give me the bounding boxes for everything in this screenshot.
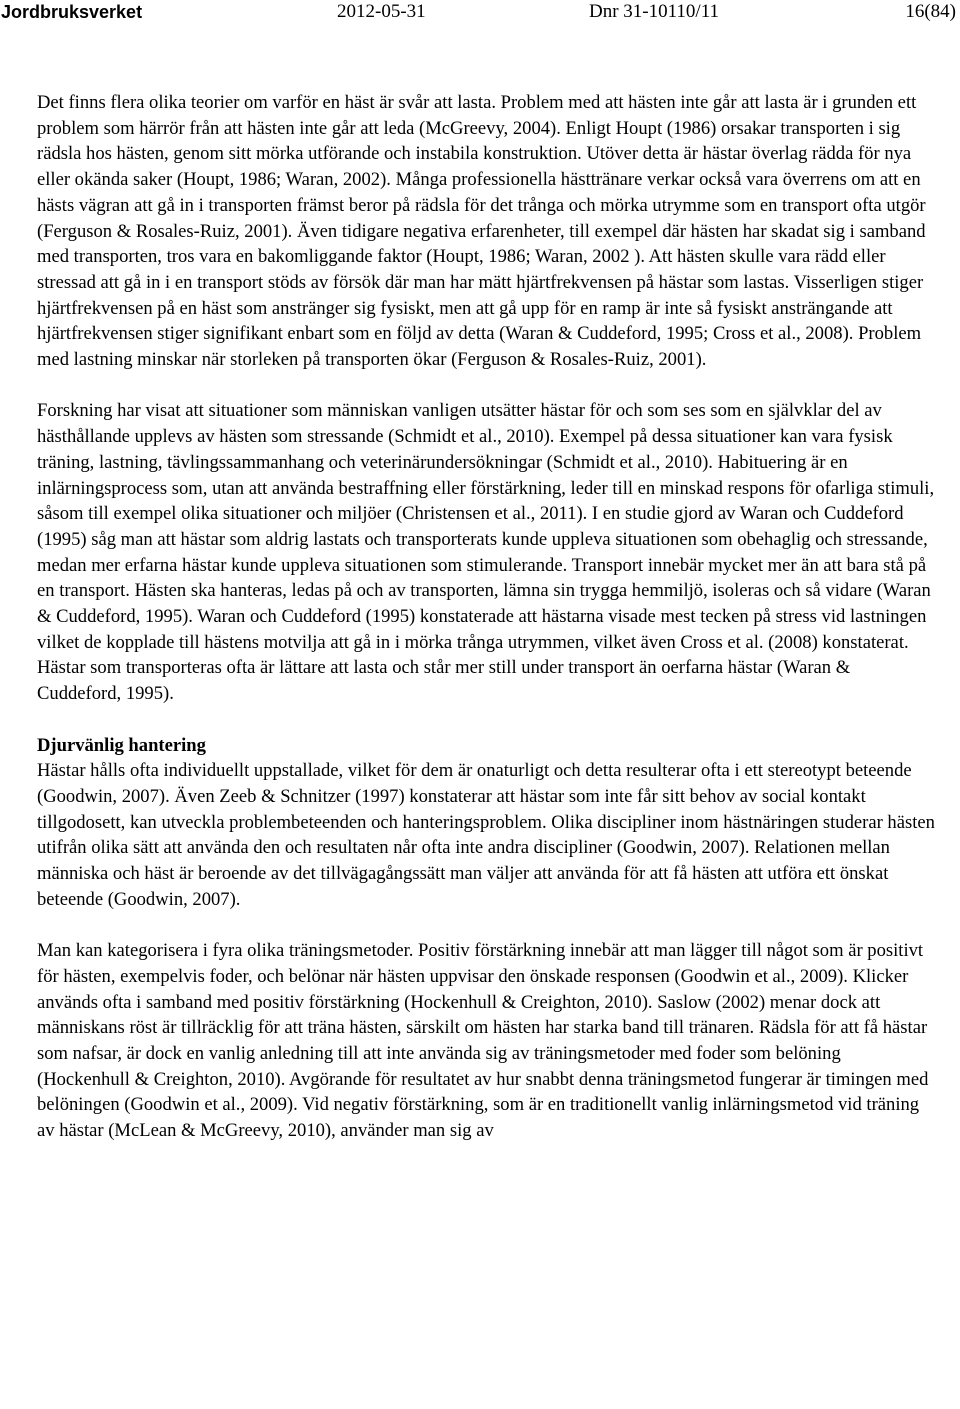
document-date: 2012-05-31: [337, 1, 426, 22]
page-number: 16(84): [905, 1, 956, 22]
section-heading: Djurvänlig hantering: [37, 734, 206, 756]
page-header: [0, 0, 960, 30]
document-number: Dnr 31-10110/11: [589, 1, 719, 22]
organization-name: Jordbruksverket: [1, 2, 143, 22]
paragraph-training-methods: Man kan kategorisera i fyra olika träningsmetoder. Positiv förstärkning innebär att man lägger till något som är positivt för hästen, exempelvis foder, och belönar när hästen uppvisar den önskade responsen (Goodwin et al., 2009). Klicker används ofta i samband med positiv förstärkning (Hockenhull & Creighton, 2010). Saslow (2002) menar dock att människans röst är tillräcklig för att träna hästen, särskilt om hästen har starka band till tränaren. Rädsla för att få hästar som nafsar, är dock en vanlig anledning till att inte använda sig av träningsmetoder med foder som belöning (Hockenhull & Creighton, 2010). Avgörande för resultatet av hur snabbt denna träningsmetod fungerar är timingen med belöningen (Goodwin et al., 2009). Vid negativ förstärkning, som är en traditionellt vanlig inlärningsmetod vid träning av hästar (McLean & McGreevy, 2010), använder man sig av: [37, 940, 929, 1142]
paragraph-loading-theories: Det finns flera olika teorier om varför en häst är svår att lasta. Problem med att hästen inte går att lasta är i grunden ett problem som härrör från att hästen inte går att leda (McGreevy, 2004). Enligt Houpt (1986) orsakar transporten i sig rädsla hos hästen, genom sitt mörka utförande och instabila konstruktion. Utöver detta är hästar överlag rädda för nya eller okända saker (Houpt, 1986; Waran, 2002). Många professionella hästtränare verkar också vara överrens om att en hästs vägran att gå in i transporten främst beror på rädsla för det trånga och mörka utrymme som en transport ofta utgör (Ferguson & Rosales-Ruiz, 2001). Även tidigare negativa erfarenheter, till exempel där hästen har skadat sig i samband med transporten, tros vara en bakomliggande faktor (Houpt, 1986; Waran, 2002 ). Att hästen skulle vara rädd eller stressad att gå in i en transport stöds av försök där man har mätt hjärtfrekvensen på hästar som lastas. Visserligen stiger hjärtfrekvensen på en häst som anstränger sig fysiskt, men att gå upp för en ramp är inte så fysiskt ansträngande att hjärtfrekvensen stiger signifikant enbart som en följd av detta (Waran & Cuddeford, 1995; Cross et al., 2008). Problem med lastning minskar när storleken på transporten ökar (Ferguson & Rosales-Ruiz, 2001).: [37, 92, 926, 371]
document-body: [37, 90, 937, 1144]
paragraph-animal-handling: Hästar hålls ofta individuellt uppstallade, vilket för dem är onaturligt och detta resulterar ofta i ett stereotypt beteende (Goodwin, 2007). Även Zeeb & Schnitzer (1997) konstaterar att hästar som inte får sitt behov av social kontakt tillgodosett, kan utveckla problembeteenden och hanteringsproblem. Olika discipliner inom hästnäringen studerar hästen utifrån olika sätt att använda den och resultaten når ofta inte andra discipliner (Goodwin, 2007). Relationen mellan människa och häst är beroende av det tillvägagångssätt man väljer att använda för att få hästen att utföra ett önskat beteende (Goodwin, 2007).: [37, 760, 935, 910]
paragraph-stress-research: Forskning har visat att situationer som människan vanligen utsätter hästar för och som ses som en självklar del av hästhållande upplevs av hästen som stressande (Schmidt et al., 2010). Exempel på dessa situationer kan vara fysisk träning, lastning, tävlingssammanhang och veterinärundersökningar (Schmidt et al., 2010). Habituering är en inlärningsprocess som, utan att använda bestraffning eller förstärkning, leder till en minskad respons för ofarliga stimuli, såsom till exempel olika situationer och miljöer (Christensen et al., 2011). I en studie gjord av Waran och Cuddeford (1995) såg man att hästar som aldrig lastats och transporterats kunde uppleva situationen som obehaglig och stressande, medan mer erfarna hästar kunde uppleva situationen som stimulerande. Transport innebär mycket mer än att bara stå på en transport. Hästen ska hanteras, ledas på och av transporten, lämna sin trygga hemmiljö, isoleras och så vidare (Waran & Cuddeford, 1995). Waran och Cuddeford (1995) konstaterade att hästarna visade mest tecken på stress vid lastningen vilket de kopplade till hästens motvilja att gå in i mörka trånga utrymmen, vilket även Cross et al. (2008) konstaterat. Hästar som transporteras ofta är lättare att lasta och står mer still under transport än oerfarna hästar (Waran & Cuddeford, 1995).: [37, 400, 935, 705]
